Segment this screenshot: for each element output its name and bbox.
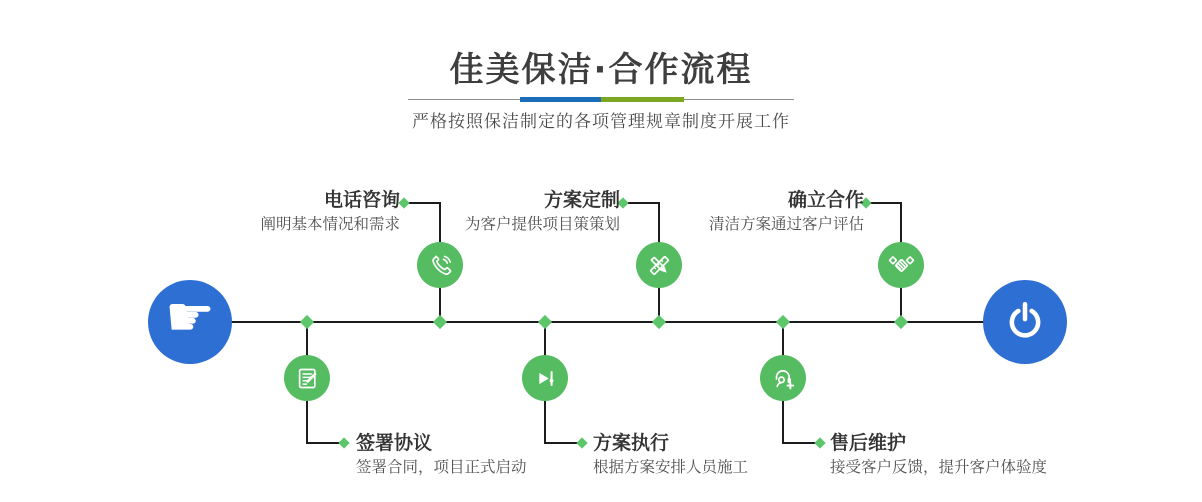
step-circle-sign: [284, 355, 330, 401]
step-circle-aftersale: [760, 355, 806, 401]
step-label-aftersale: [830, 432, 1047, 477]
label-bullet-diamond: [338, 437, 349, 448]
step-label-consult: [260, 189, 400, 234]
power-icon: [1004, 299, 1046, 345]
step-title: 方案定制: [543, 189, 620, 211]
step-title: 确立合作: [787, 189, 864, 211]
step-desc: 根据方案安排人员施工: [593, 458, 749, 476]
timeline-node-diamond: [894, 315, 908, 329]
step-label-sign: [356, 432, 527, 477]
step-desc: 为客户提供项目策策划: [464, 215, 620, 233]
divider-blue-segment: [520, 97, 601, 102]
step-circle-customize: [636, 242, 682, 288]
timeline-node-diamond: [776, 315, 790, 329]
step-desc: 签署合同，项目正式启动: [356, 458, 527, 476]
pointing-hand-icon: [165, 290, 215, 346]
page-subtitle: 严格按照保洁制定的各项管理规章制度开展工作: [412, 112, 790, 132]
step-label-establish: [709, 189, 864, 234]
step-title: 售后维护: [830, 432, 907, 454]
step-title: 签署协议: [356, 432, 433, 454]
page-title: 佳美保洁·合作流程: [449, 50, 753, 90]
step-desc: 阐明基本情况和需求: [260, 215, 400, 233]
step-circle-consult: [417, 242, 463, 288]
phone-icon: [427, 252, 454, 279]
flow-start-circle: [148, 280, 232, 364]
step-title: 方案执行: [593, 432, 670, 454]
label-bullet-diamond: [398, 197, 409, 208]
step-label-customize: [465, 189, 620, 234]
divider-green-segment: [601, 97, 684, 102]
pencil-ruler-icon: [646, 252, 673, 279]
step-desc: 清洁方案通过客户评估: [708, 215, 864, 233]
timeline-node-diamond: [300, 315, 314, 329]
step-label-execute: [593, 432, 748, 477]
handshake-icon: [888, 252, 915, 279]
step-desc: 接受客户反馈，提升客户体验度: [830, 458, 1048, 476]
timeline-node-diamond: [433, 315, 447, 329]
timeline-node-diamond: [538, 315, 552, 329]
timeline-main-line: [231, 321, 984, 323]
connector-elbow: [867, 202, 902, 204]
connector-elbow: [625, 202, 660, 204]
headset-plus-icon: [770, 365, 797, 392]
timeline-node-diamond: [652, 315, 666, 329]
step-circle-execute: [522, 355, 568, 401]
label-bullet-diamond: [814, 437, 825, 448]
step-circle-establish: [878, 242, 924, 288]
flow-end-circle: [983, 280, 1067, 364]
connector-elbow: [406, 202, 441, 204]
step-title: 电话咨询: [323, 189, 400, 211]
play-execute-icon: [532, 365, 559, 392]
label-bullet-diamond: [576, 437, 587, 448]
title-divider: [408, 97, 794, 102]
contract-pen-icon: [294, 365, 321, 392]
